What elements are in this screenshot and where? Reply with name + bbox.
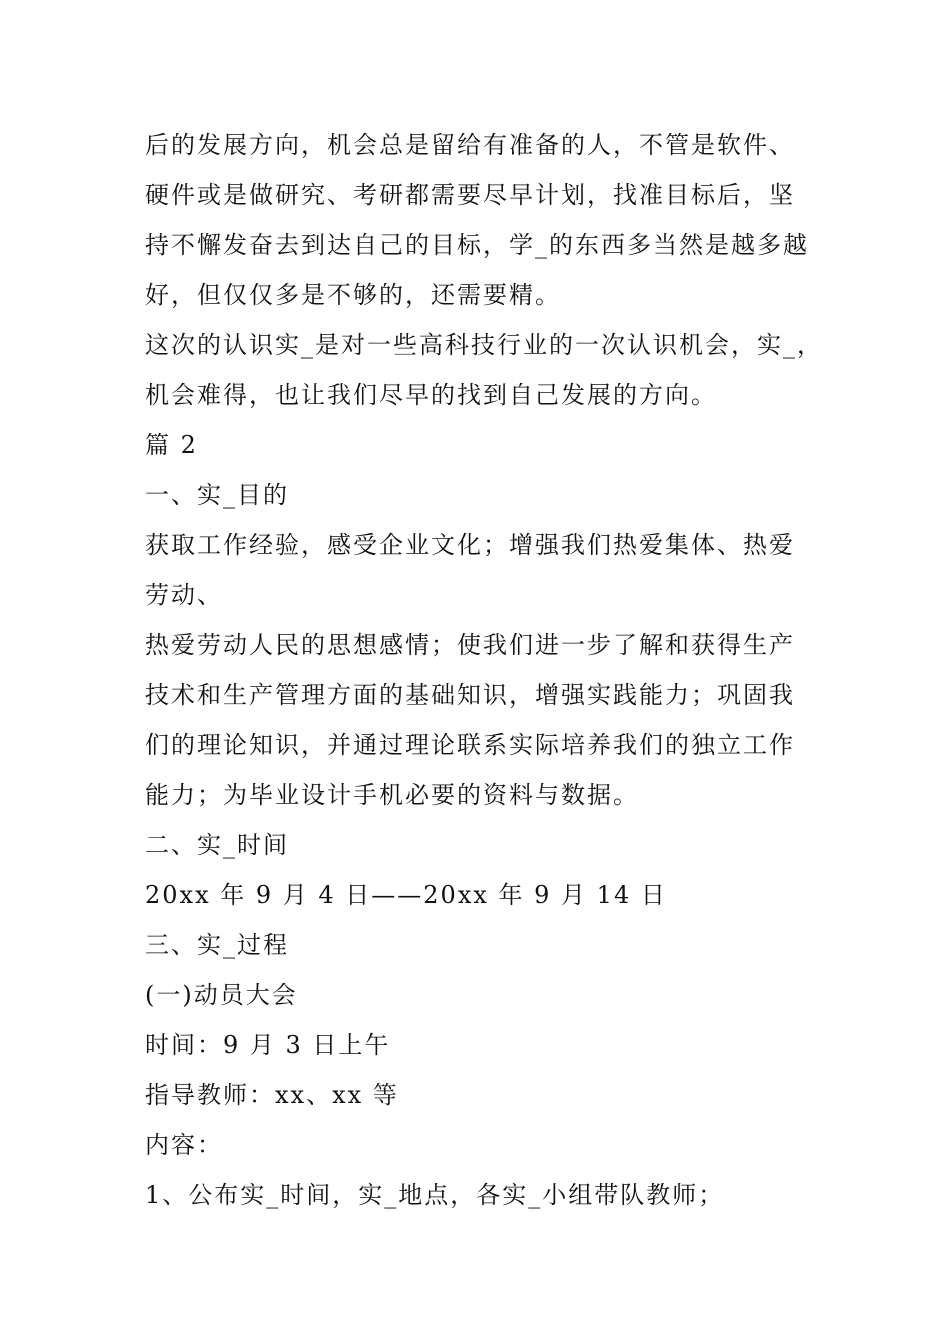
- paragraph-line: 热爱劳动人民的思想感情；使我们进一步了解和获得生产: [145, 631, 795, 659]
- paragraph-line: 后的发展方向，机会总是留给有准备的人，不管是软件、: [145, 131, 795, 159]
- paragraph-line: 获取工作经验，感受企业文化；增强我们热爱集体、热爱: [145, 531, 795, 559]
- paragraph-line: 技术和生产管理方面的基础知识，增强实践能力；巩固我: [145, 681, 795, 709]
- section-heading: 一、实_目的: [145, 481, 289, 509]
- paragraph-line: 硬件或是做研究、考研都需要尽早计划，找准目标后，坚: [145, 181, 795, 209]
- section-heading: 篇 2: [145, 431, 198, 459]
- subsection-heading: (一)动员大会: [145, 981, 298, 1009]
- paragraph-line: 这次的认识实_是对一些高科技行业的一次认识机会，实_，: [145, 331, 823, 359]
- paragraph-line: 劳动、: [145, 581, 223, 609]
- paragraph-line: 时间：9 月 3 日上午: [145, 1031, 391, 1059]
- document-body: [145, 130, 823, 1230]
- paragraph-line: 持不懈发奋去到达自己的目标，学_的东西多当然是越多越: [145, 231, 809, 259]
- paragraph-line: 机会难得，也让我们尽早的找到自己发展的方向。: [145, 381, 717, 409]
- paragraph-line: 好，但仅仅多是不够的，还需要精。: [145, 281, 561, 309]
- section-heading: 三、实_过程: [145, 931, 289, 959]
- paragraph-line: 20xx 年 9 月 4 日——20xx 年 9 月 14 日: [145, 881, 667, 909]
- section-heading: 二、实_时间: [145, 831, 289, 859]
- paragraph-line: 们的理论知识，并通过理论联系实际培养我们的独立工作: [145, 731, 795, 759]
- paragraph-line: 指导教师：xx、xx 等: [145, 1081, 399, 1109]
- list-item: 1、公布实_时间，实_地点，各实_小组带队教师；: [145, 1181, 725, 1209]
- paragraph-line: 能力；为毕业设计手机必要的资料与数据。: [145, 781, 639, 809]
- paragraph-line: 内容：: [145, 1131, 223, 1159]
